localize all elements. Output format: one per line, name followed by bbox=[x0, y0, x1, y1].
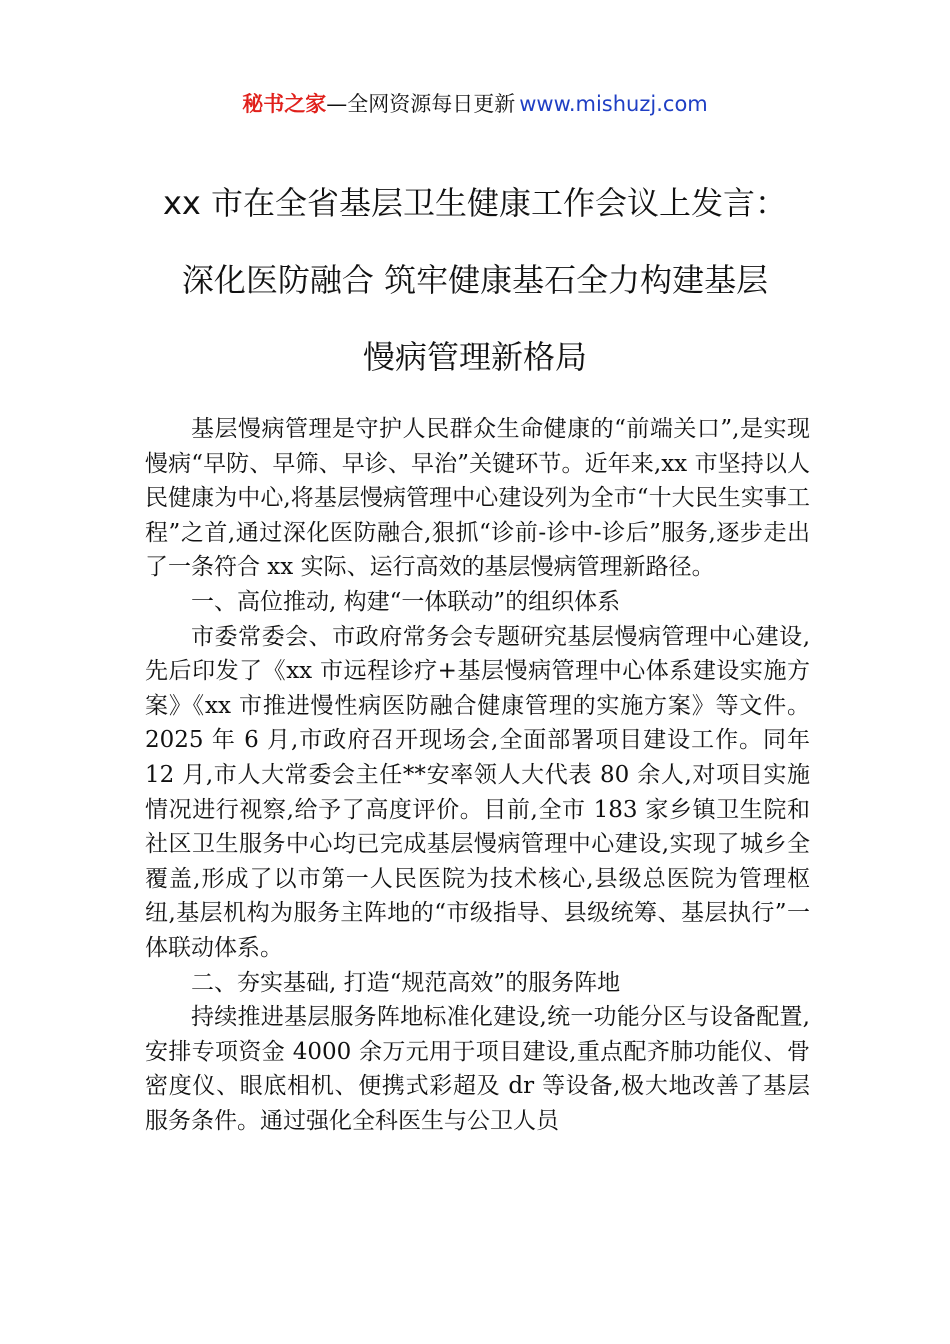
site-header bbox=[0, 86, 950, 122]
document-title bbox=[100, 165, 850, 396]
section-2-paragraph: 持续推进基层服务阵地标准化建设,统一功能分区与设备配置,安排专项资金 4000 余万元用于项目建设,重点配齐肺功能仪、骨密度仪、眼底相机、便携式彩超及 dr 等设备,极大地改善了基层服务条件。通过强化全科医生与公卫人员 bbox=[145, 1004, 810, 1134]
header-tagline: —全网资源每日更新 bbox=[326, 92, 516, 116]
section-1-paragraph: 市委常委会、市政府常务会专题研究基层慢病管理中心建设,先后印发了《xx 市远程诊疗+基层慢病管理中心体系建设实施方案》《xx 市推进慢性病医防融合健康管理的实施方案》等文件。2025 年 6 月,市政府召开现场会,全面部署项目建设工作。同年 12 月,市人大常委会主任**安率领人大代表 80 余人,对项目实施情况进行视察,给予了高度评价。目前,全市 183 家乡镇卫生院和社区卫生服务中心均已完成基层慢病管理中心建设,实现了城乡全覆盖,形成了以市第一人民医院为技术核心,县级总医院为管理枢纽,基层机构为服务主阵地的“市级指导、县级统筹、基层执行”一体联动体系。 bbox=[145, 623, 810, 961]
title-line-1: xx 市在全省基层卫生健康工作会议上发言： bbox=[162, 184, 788, 222]
section-heading-1: 一、高位推动, 构建“一体联动”的组织体系 bbox=[191, 588, 621, 615]
title-line-2: 深化医防融合 筑牢健康基石全力构建基层 bbox=[181, 261, 769, 299]
site-url-link[interactable]: www.mishuzj.com bbox=[519, 92, 708, 116]
intro-paragraph: 基层慢病管理是守护人民群众生命健康的“前端关口”,是实现慢病“早防、早筛、早诊、早治”关键环节。近年来,xx 市坚持以人民健康为中心,将基层慢病管理中心建设列为全市“十大民生实事工程”之首,通过深化医防融合,狠抓“诊前-诊中-诊后”服务,逐步走出了一条符合 xx 实际、运行高效的基层慢病管理新路径。 bbox=[145, 416, 810, 581]
document-body bbox=[145, 412, 810, 1138]
title-line-3: 慢病管理新格局 bbox=[362, 338, 587, 376]
section-heading-2: 二、夯实基础, 打造“规范高效”的服务阵地 bbox=[191, 969, 621, 996]
brand-name: 秘书之家 bbox=[242, 92, 327, 116]
